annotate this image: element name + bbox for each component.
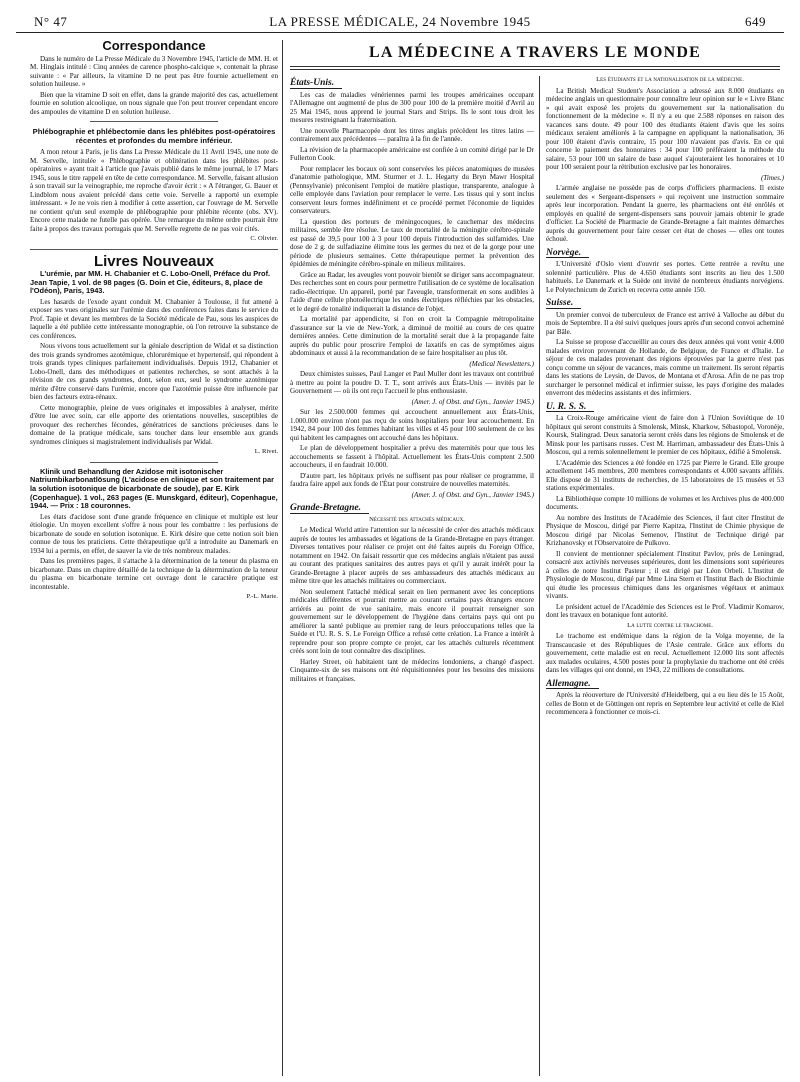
paragraph: Au nombre des Instituts de l'Académie des Sciences, il faut citer l'Institut de Physique de Moscou, dirigé par Pierre Kapitza, l'Institut de Chimie physique de Moscou dirigé par Nicolas Semenov, l'Institut de Technique dirigé par Krizhanovsky et l'Observatoire de Pulkovo. xyxy=(546,513,784,547)
double-rule xyxy=(290,66,780,70)
correspondance-title: Correspondance xyxy=(102,40,206,53)
issue-number: N° 47 xyxy=(34,14,68,29)
paragraph: Le plan de développement hospitalier a prévu des maternités pour que tous les accouchements se fassent à l'hôpital. Actuellement les États-Unis comptent 2.500 accoucheurs, il en faudrait 10.000. xyxy=(290,444,534,469)
masthead xyxy=(16,14,784,33)
article-heading: Phlébographie et phlébectomie dans les phlébites post-opératoires récentes et profondes du membre inférieur. xyxy=(32,127,276,145)
source-citation: (Times.) xyxy=(760,173,784,182)
article-heading: Nécessité des attachés médicaux. xyxy=(369,515,465,523)
paragraph: Le Medical World attire l'attention sur la nécessité de créer des attachés médicaux auprès de toutes les ambassades et légations de la Grande-Bretagne en pays étranger. Diverses tentatives pour réaliser ce projet ont été faites auprès du Foreign Office, notamment en 1942. On faisait ressortir que ces médecins anglais n'étaient pas aussi au courant des pratiques sanitaires des autres pays et qu'il y aurait intérêt pour la Grande-Bretagne à placer auprès de ses ambassadeurs des attachés médicaux au même titre que les attachés militaires ou commerciaux. xyxy=(290,526,534,585)
column-right xyxy=(546,76,784,1076)
signature: P.-L. Marie. xyxy=(246,593,278,601)
article-heading: Les étudiants et la nationalisation de la médecine. xyxy=(596,76,744,83)
paragraph: Le trachome est endémique dans la région de la Volga moyenne, de la Transcaucasie et des Républiques de l'Asie centrale. Grâce aux efforts du gouvernement, cette maladie est en recul. Actuellement 12.000 lits sont affectés aux malades oculaires, 4.500 postes pour la prophylaxie du trachome ont été créés dans les villages qui ont donné, en 1943, 22 millions de consultations. xyxy=(546,632,784,674)
paragraph: La mortalité par appendicite, si l'on en croit la Compagnie métropolitaine d'assurance sur la vie de New-York, a diminué de moitié au cours de ces quatre dernières années. Cette diminution de la mortalité serait due à la propagande faite auprès du public pour proscrire l'emploi de laxatifs en cas de symptômes aigus abdominaux et aussi à la recommandation de se faire hospitaliser au plus tôt. xyxy=(290,315,534,357)
column-left xyxy=(30,40,278,1076)
paragraph: Il convient de mentionner spécialement l'Institut Pavlov, près de Leningrad, consacré aux activités nerveuses supérieures, dont les dimensions sont supérieures à celles de notre Institut Pasteur ; il est dirigé par Léon Orbeli. L'Institut de Physiologie de Moscou, dirigé par Mme Lina Stern et l'Institut Bach de Biochimie qui étudie les processus chimiques dans les organismes végétaux et animaux vivants. xyxy=(546,549,784,600)
monde-title: LA MÉDECINE A TRAVERS LE MONDE xyxy=(369,44,701,61)
separator xyxy=(90,462,218,463)
paragraph: Une nouvelle Pharmacopée dont les titres anglais précèdent les titres latins — contrairement aux précédentes — paraîtra à la fin de l'année. xyxy=(290,126,534,143)
country-label-suisse: Suisse. xyxy=(546,299,581,309)
country-label-norvege: Norvège. xyxy=(546,249,589,259)
newspaper-title: LA PRESSE MÉDICALE, 24 Novembre 1945 xyxy=(269,14,531,29)
paragraph: Les hasards de l'exode ayant conduit M. Chabanier à Toulouse, il fut amené à exposer ses vues originales sur l'urémie dans des conférences faites dans le service du Prof. Tapie et devant les membres de la Société médicale de Pau, sous les auspices de laquelle a été publiée cette intéressante monographie, où l'on retrouve la substance de ces conférences. xyxy=(30,297,278,340)
paragraph: L'Université d'Oslo vient d'ouvrir ses portes. Cette rentrée a revêtu une solennité particulière. Plus de 4.650 étudiants sont inscrits au lieu des 1.500 habituels. Le Danemark et la Suède ont invité de nombreux étudiants norvégiens. Le Polytechnicum de Zurich en recevra cette année 150. xyxy=(546,260,784,294)
paragraph: Un premier convoi de tuberculeux de France est arrivé à Valloche au début du mois de Septembre. Il a été suivi quelques jours après d'un second convoi acheminé par Bâle. xyxy=(546,310,784,336)
paragraph: L'armée anglaise ne possède pas de corps d'officiers pharmaciens. Il existe seulement des « Sergeant-dispensers » qui reçoivent une instruction sommaire après leur incorporation. Pendant la guerre, les pharmaciens ont été enrôlés et employés en qualité de sergent-dispensers sans pouvoir jamais obtenir le grade d'officier. La Société de Pharmacie de Grande-Bretagne a fait maintes démarches auprès du gouvernement pour faire cesser cet état de choses — elles ont toutes échoué. xyxy=(546,184,784,243)
paragraph: Après la réouverture de l'Université d'Heidelberg, qui a eu lieu dès le 15 Août, celles de Bonn et de Göttingen ont repris en Septembre leur activité et celle de Kiel recommencera à fonctionner ce mois-ci. xyxy=(546,691,784,716)
article-heading: La lutte contre le trachome. xyxy=(627,621,713,629)
page-number: 649 xyxy=(745,14,766,29)
monde-header xyxy=(290,44,780,70)
paragraph: La British Medical Student's Association a adressé aux 8.000 étudiants en médecine anglais un questionnaire pour connaître leur opinion sur le « Livre Blanc » qui avait exposé les projets du gouvernement sur la nationalisation du fonctionnement de la médecine ». Il n'y a eu que 2.588 réponses en raison des vacances sans doute. 49 pour 100 des étudiants étaient d'avis que les soins médicaux seraient améliorés à la campagne en appliquant la nationalisation, 36 pour 100 étaient d'avis contraire, 15 pour 100 n'avaient pas d'avis. En ce qui concerne le paiement des honoraires : 34 pour 100 préféraient la méthode du salaire, 53 pour 100 un salaire de base auquel s'ajouteraient les honoraires et 10 pour 100 seraient pour la rétribution exclusive par les honoraires. xyxy=(546,86,784,171)
paragraph: La révision de la pharmacopée américaine est confiée à un comité dirigé par le Dr Fullerton Cook. xyxy=(290,145,534,162)
paragraph: Bien que la vitamine D soit en effet, dans la grande majorité des cas, actuellement fournie en solution alcoolique, on nous signale que l'on peut trouver cependant encore des ampoules de vitamine D en solution huileuse. xyxy=(30,90,278,116)
columns xyxy=(16,40,784,1076)
paragraph: La Bibliothèque compte 10 millions de volumes et les Archives plus de 400.000 documents. xyxy=(546,494,784,511)
country-label-urss: U. R. S. S. xyxy=(546,403,594,413)
paragraph: Le président actuel de l'Académie des Sciences est le Prof. Vladimir Komarov, dont les travaux en botanique font autorité. xyxy=(546,602,784,619)
signature: L. Rivet. xyxy=(254,448,278,456)
source-citation: (Amer. J. of Obst. and Gyn., Janvier 1945.) xyxy=(411,397,534,406)
paragraph: Cette monographie, pleine de vues originales et impossibles à analyser, mérite d'être lue avec soin, car elle apporte des orientations nouvelles, susceptibles de provoquer des recherches fécondes, génératrices de sanctions précieuses dans le domaine de la pratique médicale, sans toucher dans leur ensemble aux grands syndromes cliniques si magistralement individualisés par Widal. xyxy=(30,403,278,446)
paragraph: Les cas de maladies vénériennes parmi les troupes américaines occupant l'Allemagne ont augmenté de plus de 300 pour 100 de la première moitié d'Avril au 25 Mai 1945, nous apprend le journal Stars and Strips. Ils le sont tous droit les mesures restreignant la fraternisation. xyxy=(290,90,534,124)
paragraph: Non seulement l'attaché médical serait en lien permanent avec les conceptions médicales différentes et pourrait mettre au courant certains pays étrangers encore arriérés au point de vue sanitaire, mais encore il pourrait renseigner son gouvernement sur le développement de l'hygiène dans certains pays qui ont pu améliorer la santé publique au premier rang de leurs préoccupations telles que la Suède et l'U. R. S. S. Le Foreign Office a refusé cette création. La France a intérêt à reprendre pour son propre compte ce projet, car les attachés culturels récemment créés sont loin de tout connaître des disciplines. xyxy=(290,587,534,655)
paragraph: A mon retour à Paris, je lis dans La Presse Médicale du 11 Avril 1945, une note de M. Servelle, intitulée « Phlébographie et oblitération dans les phlébites post-opératoires » ayant trait à l'article que j'avais publié dans le même journal, le 17 Mars 1945, sous le titre rappelé en tête de cette correspondance. M. Servelle, faisant allusion à son travail sur la veinographie, me reproche d'avoir écrit : « A l'étranger, G. Bauer et Lindblom nous avaient précédé dans cette voie. Servelle a rapporté un exemple intéressant. » Je ne vois rien à modifier à cette assertion, car l'ouvrage de M. Servelle ne contient qu'un seul exemple de phlébographie pour phlébite récente (obs. XV). Encore cette malade ne futelle pas opérée. Une remarque du même ordre pourrait être faite à propos des travaux portugais que M. Servelle regrette de ne pas voir cités. xyxy=(30,148,278,233)
paragraph: Dans le numéro de La Presse Médicale du 3 Novembre 1945, l'article de MM. H. et M. Hinglais intitulé : Cinq années de carence phospho-calcique », contenait la phrase suivante : « Par ailleurs, la vitamine D ne peut pas être fournie actuellement en solution huileuse. » xyxy=(30,54,278,88)
country-label-allemagne: Allemagne. xyxy=(546,680,599,690)
book-heading: L'urémie, par MM. H. Chabanier et C. Lobo-Onell, Préface du Prof. Jean Tapie, 1 vol. de 98 pages (G. Doin et Cie, éditeurs, 8, place de l'Odéon), Paris, 1943. xyxy=(30,269,271,296)
paragraph: D'autre part, les hôpitaux privés ne suffisent pas pour réaliser ce programme, il faudra faire appel aux fonds de l'État pour construire de nouvelles maternités. xyxy=(290,471,534,488)
paragraph: Dans les premières pages, il s'attache à la détermination de la teneur du plasma en bicarbonate. Dans un chapitre détaillé de la technique de la détermination de la teneur du plasma en bicarbonate termine cet ouvrage dont le caractère pratique est incontestable. xyxy=(30,557,278,591)
paragraph: La question des porteurs de méningocoques, le cauchemar des médecins militaires, semble être résolue. Le taux de mortalité de la méningite cérébro-spinale est passé de 39,5 pour 100 à 3 pour 100 depuis l'introduction des sulfamides. Une dose de 2 g. de sulfadiazine élimine tous les germes du nez et de la gorge pour une période de plusieurs semaines. Cette thérapeutique permet la prévention des épidémies de méningite cérébro-spinale en milieux militaires. xyxy=(290,217,534,268)
paragraph: Grâce au Radar, les aveugles vont pouvoir bientôt se diriger sans accompagnateur. Des recherches sont en cours pour permettre l'utilisation de ce système de localisation radio-électrique. Un appareil, porté par l'aveugle, transformerait en sons audibles à l'aide d'une cellule photoélectrique les ondes électriques réfléchies par les obstacles, et le degré de tonalité indiquerait la distance de l'objet. xyxy=(290,270,534,313)
paragraph: Deux chimistes suisses, Paul Langer et Paul Muller dont les travaux ont contribué à mettre au point la poudre D. T. T., sont arrivés aux États-Unis — invités par le Gouvernement — où ils ont reçu l'accueil le plus enthousiaste. xyxy=(290,370,534,395)
source-citation: (Medical Newsletters.) xyxy=(469,359,534,368)
separator xyxy=(30,249,278,250)
paragraph: La Croix-Rouge américaine vient de faire don à l'Union Soviétique de 10 hôpitaux qui seront construits à Smolensk, Minsk, Kharkow, Sébastopol, Voronèje, Koursk, Stalingrad. Deux sanatoria seront créés dans les régions de Smolensk et de Minsk pour les partisans russes. C'est M. Harriman, ambassadeur des États-Unis à Moscou, qui a remis solennellement le premier de ces hôpitaux, édifié à Smolensk. xyxy=(546,414,784,456)
column-rule xyxy=(539,76,540,1076)
book-heading: Klinik und Behandlung der Azidose mit isotonischer Natriumbikarbonatlösung (L'acidose en clinique et son traitement par la solution isotonique de bicarbonate de soude), par E. Kirk (Copenhague). 1 vol., 263 pages (E. Munskgard, éditeur), Copenhague, 1944. — Prix : 18 couronnes. xyxy=(30,466,278,511)
paragraph: Pour remplacer les bocaux où sont conservées les pièces anatomiques de musées d'anatomie pathologique, MM. Sturmer et J. L. Hegarty du Bryn Mawr Hospital (Pennsylvanie) préconisent l'emploi de matière plastique, transparente, analogue à celle employée dans l'aviation pour remplacer le verre. Les tissus qui y sont inclus conservent leurs formes indéfiniment et ce procédé permet l'économie de liquides conservateurs. xyxy=(290,164,534,215)
separator xyxy=(90,121,218,122)
paragraph: Les états d'acidose sont d'une grande fréquence en clinique et multiple est leur étiologie. Un moyen excellent s'offre à nous pour les combattre : les perfusions de bicarbonate de soude en solution isotonique. E. Kirk désire que cette notion soit bien connue de tous les praticiens. Cette thérapeutique qu'il a introduite au Danemark en 1934 lui a permis, en effet, de sauver la vie de très nombreux malades. xyxy=(30,512,278,555)
signature: C. Olivier. xyxy=(250,235,278,242)
column-middle xyxy=(290,76,534,1076)
source-citation: (Amer. J. of Obst. and Gyn., Janvier 1945.) xyxy=(411,490,534,499)
livres-title: Livres Nouveaux xyxy=(93,252,215,270)
paragraph: La Suisse se propose d'accueillir au cours des deux années qui vont venir 4.000 malades environ provenant de Hollande, de Belgique, de France et d'Italie. Le séjour de ces malades provenant des régions éprouvées par la guerre n'est pas conçu comme un séjour de vacances, mais comme un traitement. Ils seront répartis dans les stations de Leysin, de Davos, de Montana et d'Arosa. Afin de ne pas trop surcharger le personnel médical et infirmier suisse, les pays d'origine des malades enverront des médecins assistants et des infirmiers. xyxy=(546,338,784,397)
country-label-grande-bretagne: Grande-Bretagne. xyxy=(290,504,369,514)
country-label-etats-unis: États-Unis. xyxy=(290,79,342,89)
paragraph: Harley Street, où habitaient tant de médecins londoniens, a changé d'aspect. Cinquante-six de ses maisons ont été réquisitionnées pour les besoins des missions militaires et françaises. xyxy=(290,657,534,683)
paragraph: L'Académie des Sciences a été fondée en 1725 par Pierre le Grand. Elle groupe actuellement 145 membres, 200 membres correspondants et 4.000 savants affiliés. Elle dispose de 31 instituts de recherches, de 15 laboratoires de 15 musées et 53 stations expérimentales. xyxy=(546,458,784,492)
column-rule xyxy=(282,40,283,1076)
paragraph: Nous vivons tous actuellement sur la géniale description de Widal et sa distinction des trois grands syndromes azotémique, chlorurémique et hypertensif, qui répondent à trois grands types cliniques parfaitement individualisés. Depuis 1912, Chabanier et Lobo-Onell, dans des méthodiques et patientes recherches, se sont attachés à la révision de ces grands syndromes, dont, selon eux, seul le syndrome azotémique mérite d'être conservé dans l'urémie, encore que l'azotémie puisse être influencée par bien des facteurs extra-rénaux. xyxy=(30,342,278,402)
paragraph: Sur les 2.500.000 femmes qui accouchent annuellement aux États-Unis, 1.000.000 environ n'ont pas reçu de soins hospitaliers pour leur accouchement. En 1942, 84 pour 100 des femmes habitant les villes et 45 pour 100 seulement de ce les qui habitent les campagnes ont accouché dans les hôpitaux. xyxy=(290,408,534,442)
